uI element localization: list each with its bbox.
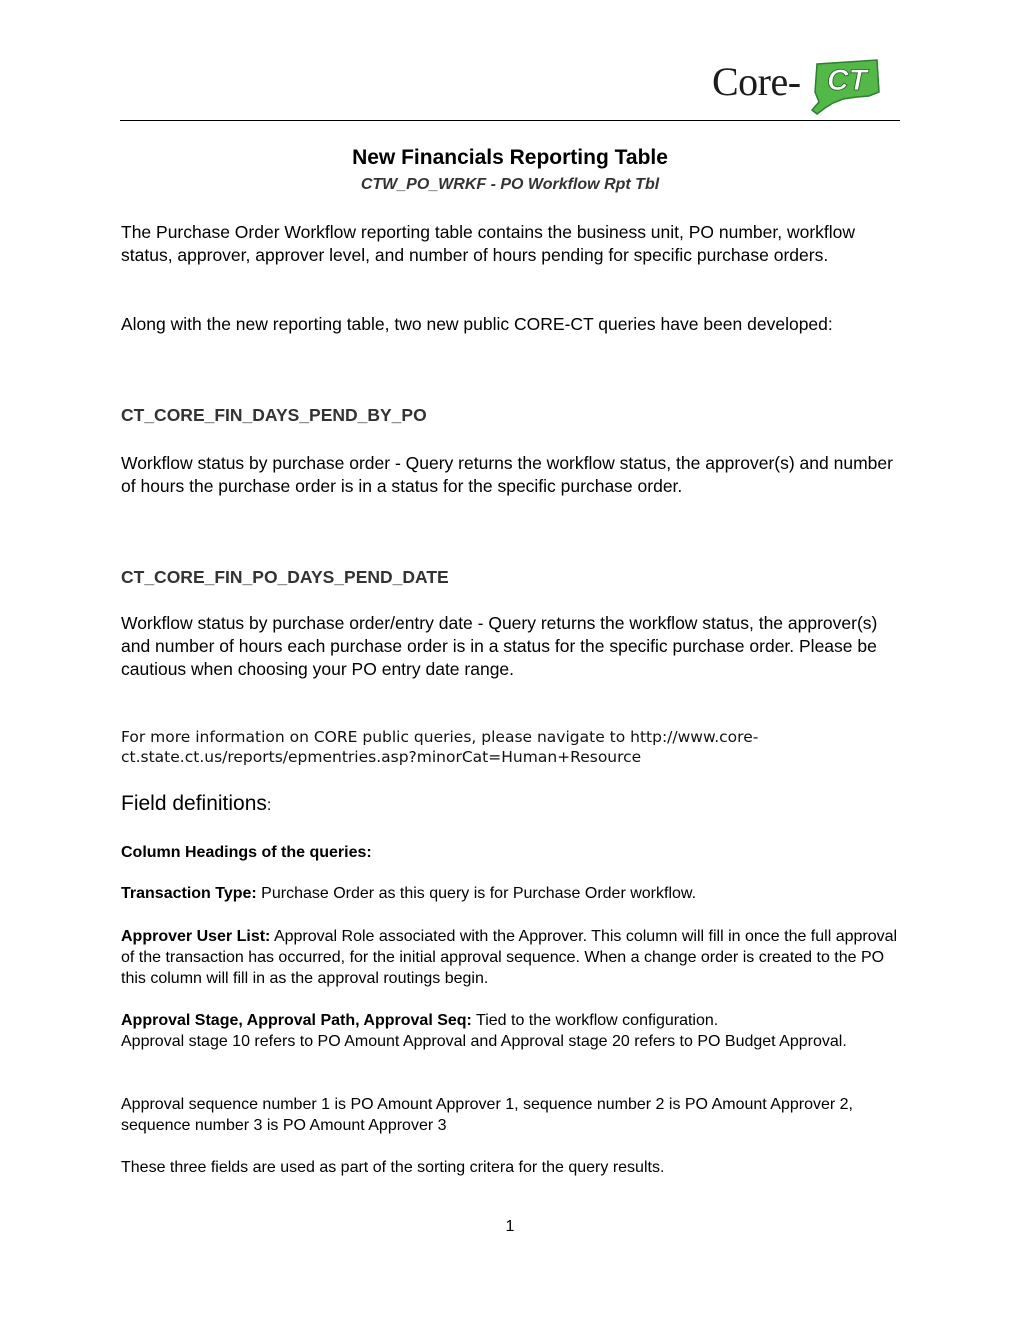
- field-definitions-heading: [121, 792, 271, 816]
- page-subtitle: CTW_PO_WRKF - PO Workflow Rpt Tbl: [360, 176, 660, 193]
- header-divider: [120, 120, 900, 121]
- sequence-note: Approval sequence number 1 is PO Amount Approver 1, sequence number 2 is PO Amount Approver 2, sequence number 3 is PO Amount Approver 3: [121, 1096, 853, 1134]
- field-label: Approval Stage, Approval Path, Approval Seq:: [121, 1012, 472, 1029]
- query-name-1: CT_CORE_FIN_DAYS_PEND_BY_PO: [121, 405, 427, 425]
- more-info-paragraph: [121, 727, 901, 767]
- column-headings-label: Column Headings of the queries:: [121, 844, 372, 861]
- field-text: Approval Role associated with the Approver. This column will fill in once the full approval of the transaction has occurred, for the initial approval sequence. When a change order is created to the PO this column will fill in as the approval routings begin.: [121, 928, 898, 987]
- intro-paragraph: The Purchase Order Workflow reporting table contains the business unit, PO number, workflow status, approver, approver level, and number of hours pending for specific purchase orders.: [121, 222, 856, 265]
- field-approval-stage: [121, 1010, 901, 1052]
- field-approver-user-list: [121, 926, 901, 989]
- more-info-line-1[interactable]: For more information on CORE public queries, please navigate to http://www.core-: [121, 728, 759, 746]
- field-label: Transaction Type:: [121, 885, 257, 902]
- field-definitions-heading-colon: :: [266, 797, 272, 814]
- queries-intro-paragraph: Along with the new reporting table, two new public CORE-CT queries have been developed:: [121, 314, 833, 334]
- query-description-2: Workflow status by purchase order/entry date - Query returns the workflow status, the approver(s) and number of hours each purchase order is in a status for the specific purchase order. Please be cautious when choosing your PO entry date range.: [121, 613, 878, 679]
- field-text-continuation: Approval stage 10 refers to PO Amount Approval and Approval stage 20 refers to PO Budget Approval.: [121, 1033, 847, 1050]
- more-info-line-2[interactable]: ct.state.ct.us/reports/epmentries.asp?minorCat=Human+Resource: [121, 748, 642, 766]
- logo-wordmark: Core-: [712, 59, 801, 104]
- query-name-2: CT_CORE_FIN_PO_DAYS_PEND_DATE: [121, 567, 449, 587]
- logo-badge-text: CT: [827, 64, 867, 97]
- field-text: Tied to the workflow configuration.: [471, 1012, 719, 1029]
- query-description-1: Workflow status by purchase order - Query returns the workflow status, the approver(s) and number of hours the purchase order is in a status for the specific purchase order.: [121, 453, 893, 496]
- field-label: Approver User List:: [121, 928, 271, 945]
- field-transaction-type: [121, 883, 901, 904]
- page-number: 1: [505, 1218, 515, 1235]
- core-ct-logo: [712, 56, 882, 118]
- field-definitions-heading-text: Field definitions: [121, 792, 267, 815]
- sorting-note: These three fields are used as part of the sorting critera for the query results.: [121, 1159, 665, 1176]
- field-text: Purchase Order as this query is for Purchase Order workflow.: [256, 885, 697, 902]
- connecticut-badge-icon: [803, 56, 883, 118]
- page-title: New Financials Reporting Table: [352, 146, 668, 169]
